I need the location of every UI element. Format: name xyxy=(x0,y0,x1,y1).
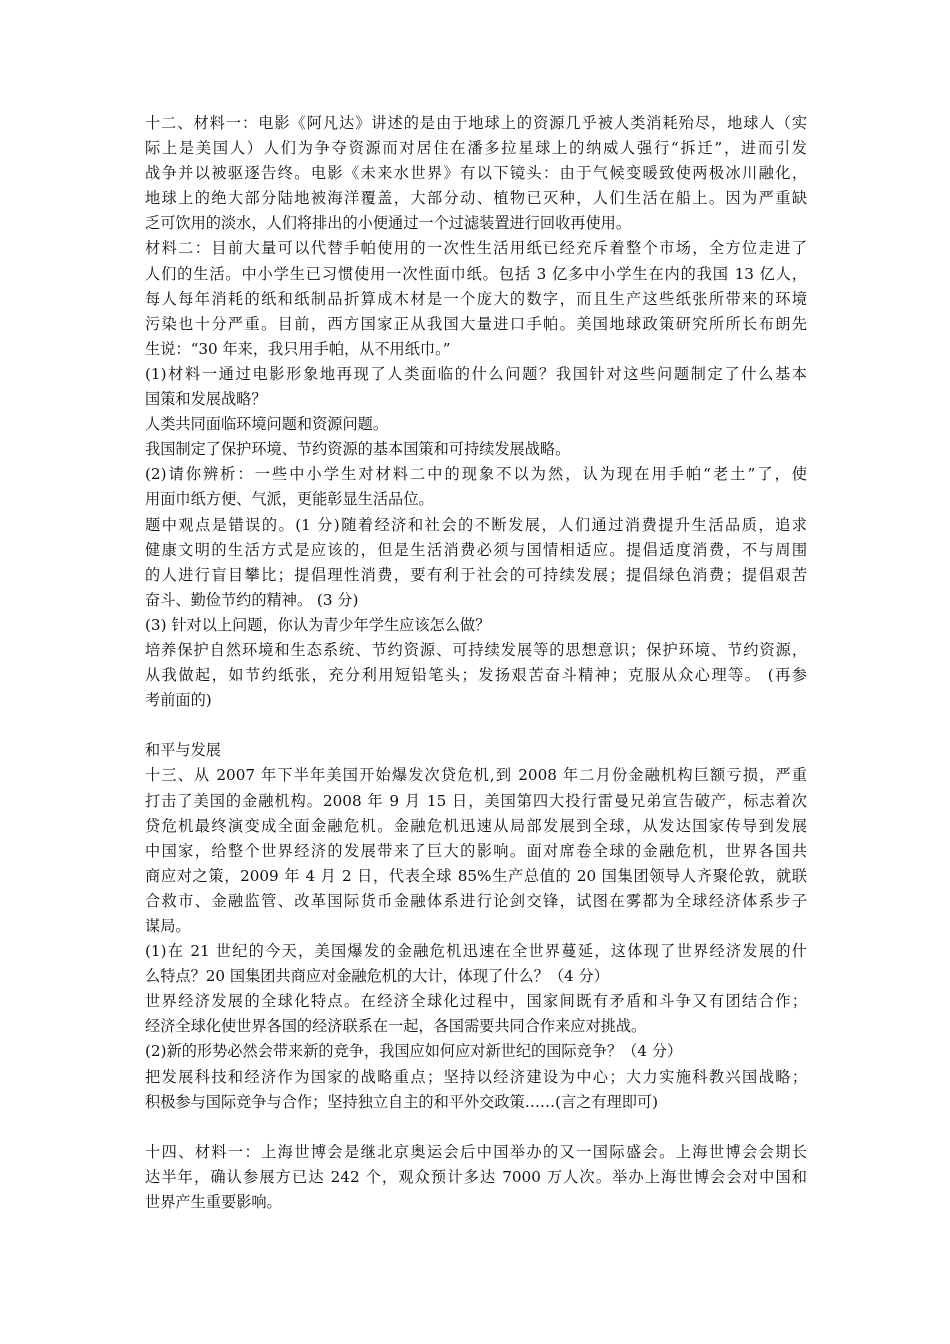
text-line: 题中观点是错误的。(1 分)随着经济和社会的不断发展，人们通过消费提升生活品质，追求 xyxy=(145,515,807,534)
paragraph xyxy=(145,236,807,361)
text-line: 培养保护自然环境和生态系统、节约资源、可持续发展等的思想意识；保护环境、节约资源， xyxy=(145,640,807,659)
text-line: 十四、材料一：上海世博会是继北京奥运会后中国举办的又一国际盛会。上海世博会会期长 xyxy=(145,1142,807,1161)
paragraph xyxy=(145,763,807,939)
paragraph xyxy=(145,1065,807,1115)
text-line: 经济全球化使世界各国的经济联系在一起，各国需要共同合作来应对挑战。 xyxy=(145,1017,647,1036)
text-line: 合救市、金融监管、改革国际货币金融体系进行论剑交锋，试图在雾都为全球经济体系步子 xyxy=(145,891,807,910)
text-line: 十二、材料一：电影《阿凡达》讲述的是由于地球上的资源几乎被人类消耗殆尽，地球人（实 xyxy=(145,114,807,132)
text-line: 战争并以被驱逐告终。电影《未来水世界》有以下镜头：由于气候变暖致使两极冰川融化， xyxy=(145,164,807,183)
text-line: (2)请你辨析：一些中小学生对材料二中的现象不以为然，认为现在用手帕“老土”了，使 xyxy=(145,465,807,484)
document-page xyxy=(145,111,807,1215)
paragraph xyxy=(145,1039,807,1064)
paragraph xyxy=(145,412,807,437)
text-line: 贷危机最终演变成全面金融危机。金融危机迅速从局部发展到全球，从发达国家传导到发展 xyxy=(145,816,807,835)
text-line: (1)材料一通过电影形象地再现了人类面临的什么问题？我国针对这些问题制定了什么基本 xyxy=(145,364,807,383)
text-line: 人们的生活。中小学生已习惯使用一次性面巾纸。包括 3 亿多中小学生在内的我国 13 亿人， xyxy=(145,264,807,283)
text-line: (1)在 21 世纪的今天，美国爆发的金融危机迅速在全世界蔓延，这体现了世界经济发展的什 xyxy=(145,942,807,961)
text-line: 从我做起，如节约纸张，充分利用短铅笔头；发扬艰苦奋斗精神；克服从众心理等。 (再参 xyxy=(145,666,807,685)
text-line: 中国家，给整个世界经济的发展带来了巨大的影响。面对席卷全球的金融危机，世界各国共 xyxy=(145,841,807,860)
paragraph xyxy=(145,437,807,462)
text-line: 材料二：目前大量可以代替手帕使用的一次性生活用纸已经充斥着整个市场，全方位走进了 xyxy=(145,239,807,258)
text-line: 乏可饮用的淡水，人们将排出的小便通过一个过滤装置进行回收再使用。 xyxy=(145,214,631,233)
text-line: 污染也十分严重。目前，西方国家正从我国大量进口手帕。美国地球政策研究所所长布朗先 xyxy=(145,314,807,333)
text-line: 么特点？20 国集团共商应对金融危机的大计，体现了什么？（4 分） xyxy=(145,967,609,986)
text-line: 谋局。 xyxy=(145,917,191,935)
text-line: (3) 针对以上问题，你认为青少年学生应该怎么做？ xyxy=(145,615,491,634)
paragraph xyxy=(145,738,807,763)
text-line: 健康文明的生活方式是应该的，但是生活消费必须与国情相适应。提倡适度消费，不与周围 xyxy=(145,540,807,559)
text-line: 十三、从 2007 年下半年美国开始爆发次贷危机,到 2008 年二月份金融机构巨额亏损，严重 xyxy=(145,766,807,785)
paragraph xyxy=(145,513,807,613)
text-line: 国策和发展战略？ xyxy=(145,390,267,409)
text-line: 把发展科技和经济作为国家的战略重点；坚持以经济建设为中心；大力实施科教兴国战略； xyxy=(145,1067,807,1086)
text-line: 世界经济发展的全球化特点。在经济全球化过程中，国家间既有矛盾和斗争又有团结合作； xyxy=(145,992,807,1011)
text-line: 考前面的) xyxy=(145,691,212,710)
text-line: 的人进行盲目攀比；提倡理性消费，要有利于社会的可持续发展；提倡绿色消费；提倡艰苦 xyxy=(145,565,807,584)
paragraph xyxy=(145,613,807,638)
text-line: 商应对之策，2009 年 4 月 2 日，代表全球 85%生产总值的 20 国集团领导人齐聚伦敦，就联 xyxy=(145,866,807,885)
blank-line xyxy=(145,713,807,738)
text-line: 地球上的绝大部分陆地被海洋覆盖，大部分动、植物已灭种，人们生活在船上。因为严重缺 xyxy=(145,189,807,208)
paragraph xyxy=(145,111,807,236)
paragraph xyxy=(145,1140,807,1215)
text-line: (2)新的形势必然会带来新的竞争，我国应如何应对新世纪的国际竞争？（4 分） xyxy=(145,1042,683,1061)
paragraph xyxy=(145,462,807,512)
text-line: 达半年，确认参展方已达 242 个，观众预计多达 7000 万人次。举办上海世博会会对中国和 xyxy=(145,1167,807,1186)
text-line: 际上是美国人）人们为争夺资源而对居住在潘多拉星球上的纳威人强行“拆迁”，进而引发 xyxy=(145,139,807,158)
paragraph xyxy=(145,638,807,713)
text-line: 我国制定了保护环境、节约资源的基本国策和可持续发展战略。 xyxy=(145,440,571,459)
text-line: 和平与发展 xyxy=(145,741,221,760)
text-line: 奋斗、勤俭节约的精神。 (3 分) xyxy=(145,590,359,609)
text-line: 每人每年消耗的纸和纸制品折算成木材是一个庞大的数字，而且生产这些纸张所带来的环境 xyxy=(145,289,807,308)
text-line: 人类共同面临环境问题和资源问题。 xyxy=(145,415,388,434)
paragraph xyxy=(145,939,807,989)
text-line: 世界产生重要影响。 xyxy=(145,1193,282,1212)
text-line: 用面巾纸方便、气派，更能彰显生活品位。 xyxy=(145,490,434,509)
blank-line xyxy=(145,1115,807,1140)
text-line: 积极参与国际竞争与合作；坚持独立自主的和平外交政策……(言之有理即可) xyxy=(145,1092,659,1111)
text-line: 打击了美国的金融机构。2008 年 9 月 15 日，美国第四大投行雷曼兄弟宣告破产，标志着次 xyxy=(145,791,807,810)
paragraph xyxy=(145,989,807,1039)
text-line: 生说：“30 年来，我只用手帕，从不用纸巾。” xyxy=(145,339,451,358)
paragraph xyxy=(145,362,807,412)
